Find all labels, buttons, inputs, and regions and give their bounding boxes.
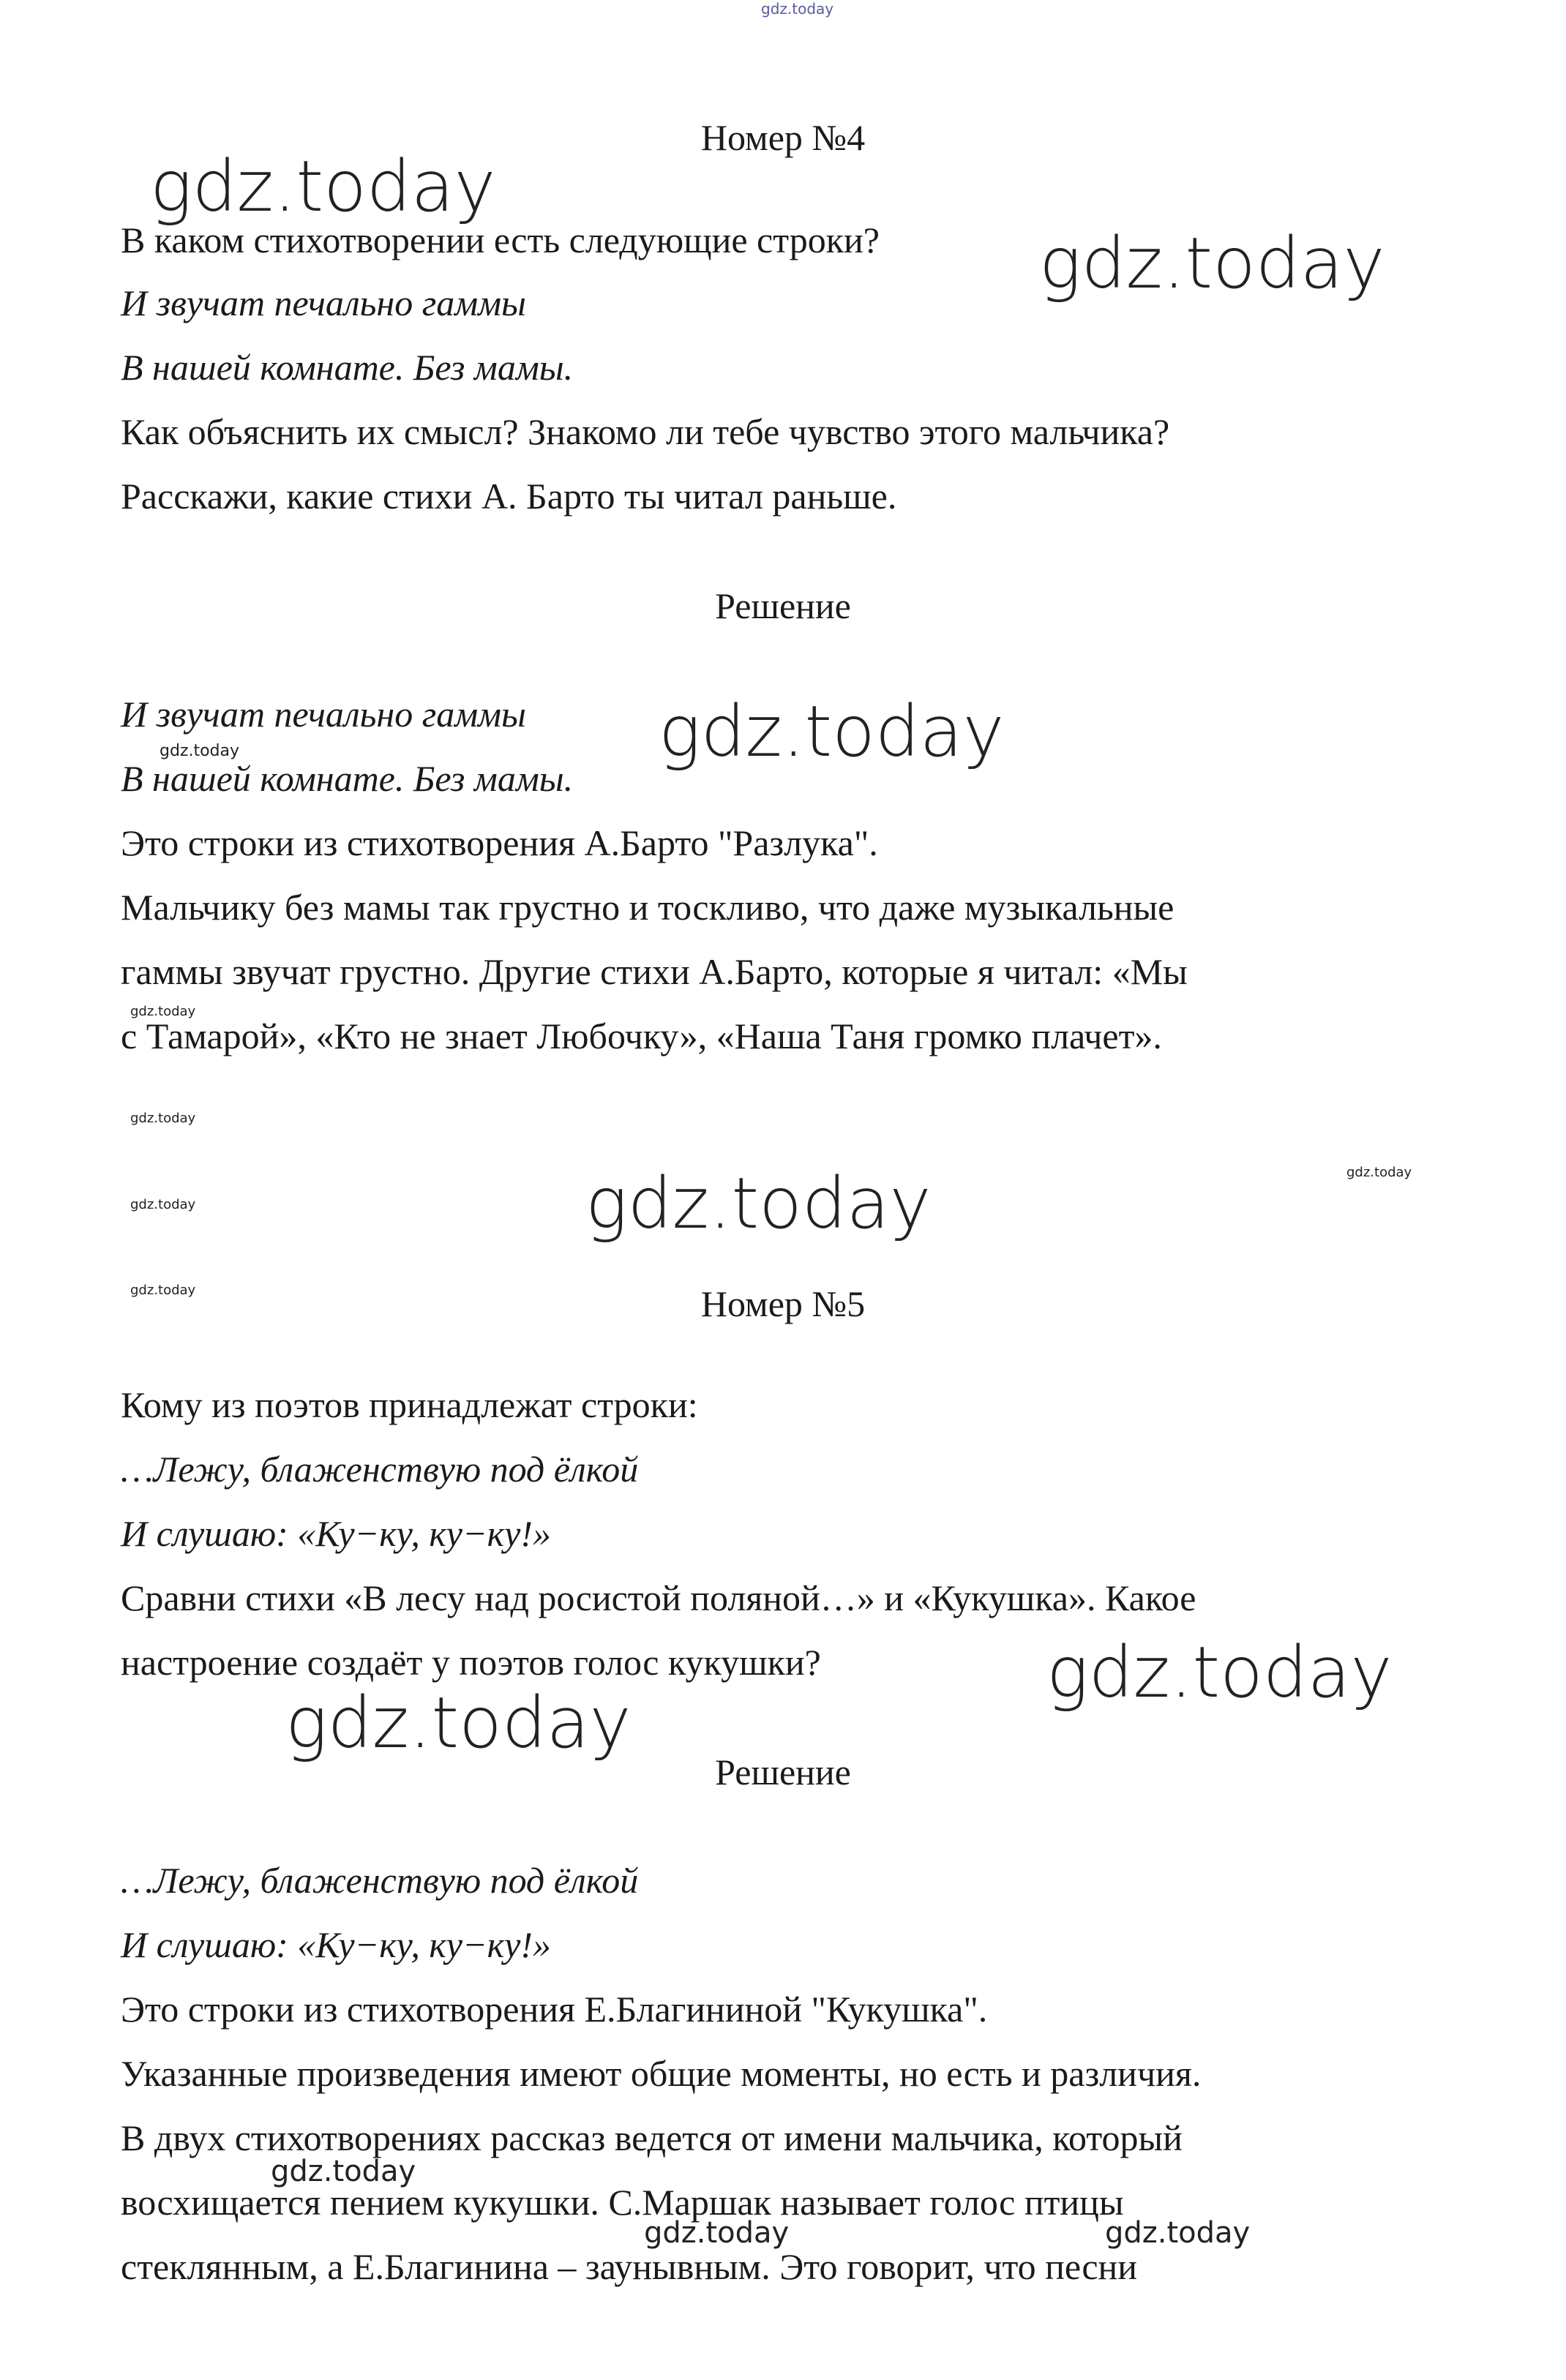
task4-solution-line-5: гаммы звучат грустно. Другие стихи А.Барто, которые я читал: «Мы	[121, 951, 1188, 992]
task4-question-line-4: Как объяснить их смысл? Знакомо ли тебе чувство этого мальчика?	[121, 411, 1170, 452]
task5-question-line-3: И слушаю: «Ку−ку, ку−ку!»	[121, 1513, 551, 1554]
watermark-small-3: gdz.today	[130, 1111, 196, 1126]
task4-solution-line-1: И звучат печально гаммы	[121, 694, 526, 735]
task4-solution-line-2: В нашей комнате. Без мамы.	[121, 758, 574, 799]
task5-solution-line-3: Это строки из стихотворения Е.Благининой "Кукушка".	[121, 1989, 988, 2030]
task4-solution-title: Решение	[715, 585, 851, 626]
watermark-large-3: gdz.today	[659, 691, 1005, 773]
watermark-large-1: gdz.today	[150, 146, 496, 228]
watermark-large-2: gdz.today	[1039, 222, 1385, 304]
task5-solution-line-4: Указанные произведения имеют общие моменты, но есть и различия.	[121, 2053, 1202, 2094]
watermark-medium-1: gdz.today	[271, 2155, 416, 2188]
task5-solution-line-2: И слушаю: «Ку−ку, ку−ку!»	[121, 1924, 551, 1965]
watermark-top: gdz.today	[761, 0, 834, 18]
task4-solution-line-4: Мальчику без мамы так грустно и тоскливо, что даже музыкальные	[121, 887, 1174, 928]
task4-solution-line-6: с Тамарой», «Кто не знает Любочку», «Наша Таня громко плачет».	[121, 1016, 1162, 1056]
task5-question-line-1: Кому из поэтов принадлежат строки:	[121, 1384, 698, 1425]
watermark-medium-2: gdz.today	[644, 2216, 790, 2250]
task4-question-line-2: И звучат печально гаммы	[121, 282, 526, 323]
watermark-medium-3: gdz.today	[1105, 2216, 1251, 2250]
task5-question-line-4: Сравни стихи «В лесу над росистой поляной…» и «Кукушка». Какое	[121, 1577, 1196, 1618]
task4-question-line-1: В каком стихотворении есть следующие строки?	[121, 219, 880, 260]
task4-question-line-5: Расскажи, какие стихи А. Барто ты читал раньше.	[121, 476, 897, 517]
watermark-small-6: gdz.today	[1346, 1165, 1412, 1180]
task5-solution-line-1: …Лежу, блаженствую под ёлкой	[121, 1860, 639, 1901]
task5-solution-line-5: В двух стихотворениях рассказ ведется от имени мальчика, который	[121, 2117, 1183, 2158]
watermark-small-1: gdz.today	[160, 742, 240, 760]
watermark-large-5: gdz.today	[1046, 1632, 1393, 1713]
task5-solution-line-6: восхищается пением кукушки. С.Маршак называет голос птицы	[121, 2182, 1124, 2223]
watermark-small-4: gdz.today	[130, 1197, 196, 1212]
task4-title: Номер №4	[700, 117, 866, 158]
task5-question-line-2: …Лежу, блаженствую под ёлкой	[121, 1449, 639, 1490]
watermark-large-6: gdz.today	[285, 1682, 632, 1764]
task5-solution-title: Решение	[715, 1752, 851, 1792]
watermark-small-5: gdz.today	[130, 1283, 196, 1298]
task4-solution-line-3: Это строки из стихотворения А.Барто "Разлука".	[121, 822, 878, 863]
task5-question-line-5: настроение создаёт у поэтов голос кукушки?	[121, 1642, 821, 1683]
task5-solution-line-7: стеклянным, а Е.Благинина – заунывным. Это говорит, что песни	[121, 2246, 1138, 2287]
task5-title: Номер №5	[700, 1283, 866, 1324]
watermark-small-2: gdz.today	[130, 1004, 196, 1019]
watermark-large-4: gdz.today	[585, 1163, 932, 1245]
task4-question-line-3: В нашей комнате. Без мамы.	[121, 347, 574, 388]
